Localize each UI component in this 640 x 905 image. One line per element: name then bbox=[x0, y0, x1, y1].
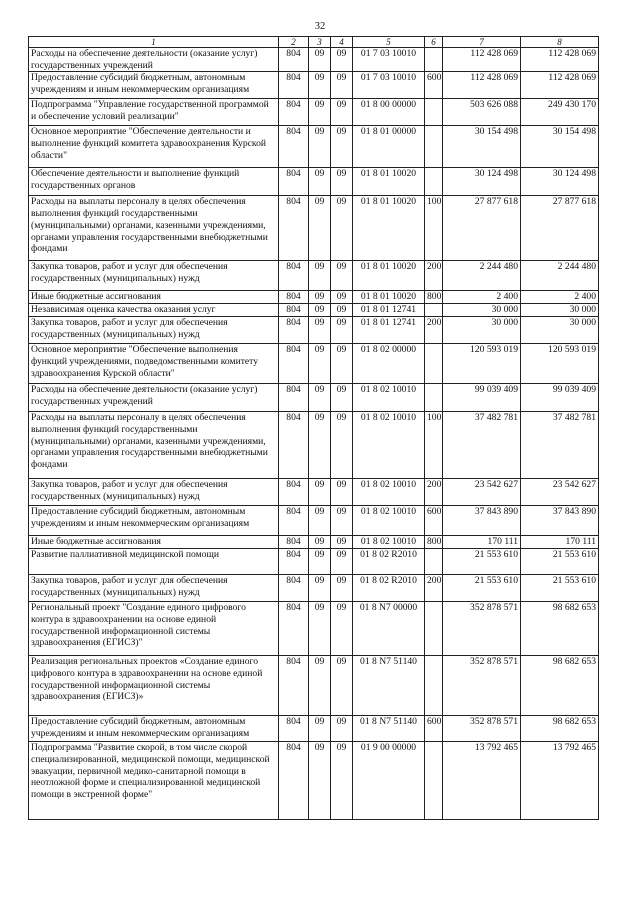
cell-section: 09 bbox=[309, 304, 331, 317]
cell-grbs: 804 bbox=[279, 261, 309, 291]
cell-target-article: 01 8 01 12741 bbox=[353, 317, 425, 344]
cell-amount-2: 13 792 465 bbox=[521, 742, 599, 820]
cell-subsection: 09 bbox=[331, 479, 353, 506]
cell-amount-2: 249 430 170 bbox=[521, 99, 599, 126]
cell-expense-type bbox=[425, 742, 443, 820]
cell-expense-type: 100 bbox=[425, 412, 443, 479]
table-row bbox=[29, 48, 599, 72]
cell-name: Региональный проект "Создание единого цифрового контура в здравоохранении на основе единой государственной информационной системы здравоохранения (ЕГИСЗ)" bbox=[29, 602, 279, 656]
cell-expense-type bbox=[425, 168, 443, 196]
table-row bbox=[29, 549, 599, 575]
cell-subsection: 09 bbox=[331, 317, 353, 344]
table-row bbox=[29, 575, 599, 602]
cell-target-article: 01 7 03 10010 bbox=[353, 48, 425, 72]
cell-grbs: 804 bbox=[279, 126, 309, 168]
cell-section: 09 bbox=[309, 126, 331, 168]
cell-section: 09 bbox=[309, 48, 331, 72]
cell-name: Обеспечение деятельности и выполнение функций государственных органов bbox=[29, 168, 279, 196]
cell-amount-2: 112 428 069 bbox=[521, 72, 599, 99]
cell-section: 09 bbox=[309, 536, 331, 549]
cell-target-article: 01 8 02 10010 bbox=[353, 412, 425, 479]
cell-section: 09 bbox=[309, 506, 331, 536]
cell-amount-2: 98 682 653 bbox=[521, 602, 599, 656]
cell-amount-1: 170 111 bbox=[443, 536, 521, 549]
table-row bbox=[29, 344, 599, 384]
cell-expense-type bbox=[425, 304, 443, 317]
cell-grbs: 804 bbox=[279, 317, 309, 344]
cell-amount-1: 13 792 465 bbox=[443, 742, 521, 820]
cell-amount-2: 2 400 bbox=[521, 291, 599, 304]
cell-expense-type: 800 bbox=[425, 291, 443, 304]
page-number: 32 bbox=[314, 21, 326, 32]
cell-grbs: 804 bbox=[279, 602, 309, 656]
cell-target-article: 01 8 02 10010 bbox=[353, 506, 425, 536]
cell-section: 09 bbox=[309, 716, 331, 742]
cell-amount-1: 112 428 069 bbox=[443, 48, 521, 72]
cell-amount-2: 21 553 610 bbox=[521, 549, 599, 575]
cell-subsection: 09 bbox=[331, 602, 353, 656]
cell-target-article: 01 8 N7 00000 bbox=[353, 602, 425, 656]
cell-amount-1: 2 400 bbox=[443, 291, 521, 304]
cell-section: 09 bbox=[309, 384, 331, 412]
cell-subsection: 09 bbox=[331, 48, 353, 72]
cell-amount-2: 98 682 653 bbox=[521, 716, 599, 742]
cell-section: 09 bbox=[309, 549, 331, 575]
table-row bbox=[29, 317, 599, 344]
cell-section: 09 bbox=[309, 261, 331, 291]
cell-target-article: 01 8 01 12741 bbox=[353, 304, 425, 317]
cell-subsection: 09 bbox=[331, 742, 353, 820]
cell-amount-2: 2 244 480 bbox=[521, 261, 599, 291]
cell-expense-type: 200 bbox=[425, 261, 443, 291]
cell-amount-2: 23 542 627 bbox=[521, 479, 599, 506]
cell-amount-2: 112 428 069 bbox=[521, 48, 599, 72]
table-row bbox=[29, 742, 599, 820]
cell-name: Закупка товаров, работ и услуг для обеспечения государственных (муниципальных) нужд bbox=[29, 317, 279, 344]
cell-subsection: 09 bbox=[331, 72, 353, 99]
cell-section: 09 bbox=[309, 196, 331, 261]
cell-subsection: 09 bbox=[331, 656, 353, 716]
cell-subsection: 09 bbox=[331, 196, 353, 261]
cell-subsection: 09 bbox=[331, 384, 353, 412]
cell-name: Подпрограмма "Управление государственной программой и обеспечение условий реализации" bbox=[29, 99, 279, 126]
table-row bbox=[29, 261, 599, 291]
cell-amount-2: 170 111 bbox=[521, 536, 599, 549]
cell-grbs: 804 bbox=[279, 412, 309, 479]
cell-amount-2: 30 000 bbox=[521, 317, 599, 344]
cell-grbs: 804 bbox=[279, 716, 309, 742]
table-row bbox=[29, 72, 599, 99]
table-row bbox=[29, 602, 599, 656]
cell-target-article: 01 8 01 10020 bbox=[353, 168, 425, 196]
column-header-amount-1: 7 bbox=[443, 37, 521, 48]
cell-section: 09 bbox=[309, 479, 331, 506]
cell-section: 09 bbox=[309, 168, 331, 196]
column-header-name: 1 bbox=[29, 37, 279, 48]
cell-grbs: 804 bbox=[279, 48, 309, 72]
cell-name: Предоставление субсидий бюджетным, автономным учреждениям и иным некоммерческим организациям bbox=[29, 72, 279, 99]
table-row bbox=[29, 126, 599, 168]
table-row bbox=[29, 412, 599, 479]
cell-grbs: 804 bbox=[279, 536, 309, 549]
cell-amount-1: 21 553 610 bbox=[443, 575, 521, 602]
cell-grbs: 804 bbox=[279, 549, 309, 575]
cell-section: 09 bbox=[309, 656, 331, 716]
cell-expense-type: 600 bbox=[425, 716, 443, 742]
cell-name: Основное мероприятие "Обеспечение деятельности и выполнение функций комитета здравоохранения Курской области" bbox=[29, 126, 279, 168]
cell-amount-1: 352 878 571 bbox=[443, 656, 521, 716]
cell-grbs: 804 bbox=[279, 72, 309, 99]
cell-name: Закупка товаров, работ и услуг для обеспечения государственных (муниципальных) нужд bbox=[29, 575, 279, 602]
cell-grbs: 804 bbox=[279, 99, 309, 126]
cell-grbs: 804 bbox=[279, 506, 309, 536]
cell-expense-type: 600 bbox=[425, 72, 443, 99]
column-header-subsection: 4 bbox=[331, 37, 353, 48]
table-row bbox=[29, 656, 599, 716]
cell-section: 09 bbox=[309, 99, 331, 126]
table-row bbox=[29, 168, 599, 196]
cell-target-article: 01 8 00 00000 bbox=[353, 99, 425, 126]
cell-grbs: 804 bbox=[279, 742, 309, 820]
cell-name: Иные бюджетные ассигнования bbox=[29, 536, 279, 549]
cell-amount-2: 30 124 498 bbox=[521, 168, 599, 196]
cell-name: Независимая оценка качества оказания услуг bbox=[29, 304, 279, 317]
table-header-row bbox=[29, 37, 599, 48]
cell-amount-1: 37 482 781 bbox=[443, 412, 521, 479]
cell-name: Расходы на обеспечение деятельности (оказание услуг) государственных учреждений bbox=[29, 384, 279, 412]
cell-amount-2: 99 039 409 bbox=[521, 384, 599, 412]
cell-expense-type: 800 bbox=[425, 536, 443, 549]
cell-grbs: 804 bbox=[279, 479, 309, 506]
cell-name: Расходы на выплаты персоналу в целях обеспечения выполнения функций государственными (муниципальными) органами, казенными учреждениями, органами управления государственными внебюджетными фондами bbox=[29, 412, 279, 479]
cell-amount-1: 99 039 409 bbox=[443, 384, 521, 412]
cell-name: Закупка товаров, работ и услуг для обеспечения государственных (муниципальных) нужд bbox=[29, 479, 279, 506]
cell-target-article: 01 8 01 10020 bbox=[353, 261, 425, 291]
cell-expense-type: 100 bbox=[425, 196, 443, 261]
cell-expense-type bbox=[425, 549, 443, 575]
cell-target-article: 01 8 02 R2010 bbox=[353, 549, 425, 575]
cell-expense-type bbox=[425, 48, 443, 72]
cell-expense-type: 600 bbox=[425, 506, 443, 536]
cell-subsection: 09 bbox=[331, 344, 353, 384]
table-row bbox=[29, 479, 599, 506]
cell-subsection: 09 bbox=[331, 716, 353, 742]
cell-amount-1: 23 542 627 bbox=[443, 479, 521, 506]
cell-target-article: 01 8 N7 51140 bbox=[353, 716, 425, 742]
cell-name: Закупка товаров, работ и услуг для обеспечения государственных (муниципальных) нужд bbox=[29, 261, 279, 291]
cell-target-article: 01 8 02 10010 bbox=[353, 479, 425, 506]
column-header-amount-2: 8 bbox=[521, 37, 599, 48]
column-header-grbs: 2 bbox=[279, 37, 309, 48]
table-row bbox=[29, 196, 599, 261]
cell-expense-type bbox=[425, 602, 443, 656]
cell-target-article: 01 7 03 10010 bbox=[353, 72, 425, 99]
cell-subsection: 09 bbox=[331, 291, 353, 304]
cell-name: Реализация региональных проектов «Создание единого цифрового контура в здравоохранении на основе единой государственной информационной системы здравоохранения (ЕГИСЗ)» bbox=[29, 656, 279, 716]
cell-subsection: 09 bbox=[331, 126, 353, 168]
cell-subsection: 09 bbox=[331, 536, 353, 549]
cell-grbs: 804 bbox=[279, 291, 309, 304]
cell-grbs: 804 bbox=[279, 575, 309, 602]
cell-amount-1: 21 553 610 bbox=[443, 549, 521, 575]
cell-grbs: 804 bbox=[279, 196, 309, 261]
cell-section: 09 bbox=[309, 602, 331, 656]
cell-section: 09 bbox=[309, 575, 331, 602]
cell-amount-1: 352 878 571 bbox=[443, 602, 521, 656]
cell-expense-type bbox=[425, 384, 443, 412]
cell-amount-2: 37 482 781 bbox=[521, 412, 599, 479]
cell-section: 09 bbox=[309, 291, 331, 304]
cell-section: 09 bbox=[309, 317, 331, 344]
cell-amount-2: 30 000 bbox=[521, 304, 599, 317]
table-row bbox=[29, 291, 599, 304]
cell-subsection: 09 bbox=[331, 575, 353, 602]
cell-amount-2: 37 843 890 bbox=[521, 506, 599, 536]
cell-name: Основное мероприятие "Обеспечение выполнения функций учреждениями, подведомственными комитету здравоохранения Курской области" bbox=[29, 344, 279, 384]
cell-expense-type bbox=[425, 656, 443, 716]
table-row bbox=[29, 506, 599, 536]
cell-amount-2: 27 877 618 bbox=[521, 196, 599, 261]
cell-name: Расходы на выплаты персоналу в целях обеспечения выполнения функций государственными (муниципальными) органами, казенными учреждениями, органами управления государственными внебюджетными фондами bbox=[29, 196, 279, 261]
column-header-target-article: 5 bbox=[353, 37, 425, 48]
cell-amount-1: 30 154 498 bbox=[443, 126, 521, 168]
cell-grbs: 804 bbox=[279, 344, 309, 384]
cell-name: Развитие паллиативной медицинской помощи bbox=[29, 549, 279, 575]
cell-name: Подпрограмма "Развитие скорой, в том числе скорой специализированной, медицинской помощи, медицинской эвакуации, первичной медико-санитарной помощи в неотложной форме и специализированной медицинской помощи в экстренной форме" bbox=[29, 742, 279, 820]
cell-target-article: 01 8 02 10010 bbox=[353, 384, 425, 412]
cell-amount-2: 98 682 653 bbox=[521, 656, 599, 716]
cell-name: Иные бюджетные ассигнования bbox=[29, 291, 279, 304]
cell-amount-1: 30 000 bbox=[443, 317, 521, 344]
cell-target-article: 01 9 00 00000 bbox=[353, 742, 425, 820]
cell-target-article: 01 8 02 00000 bbox=[353, 344, 425, 384]
cell-target-article: 01 8 01 00000 bbox=[353, 126, 425, 168]
cell-section: 09 bbox=[309, 412, 331, 479]
cell-amount-1: 30 000 bbox=[443, 304, 521, 317]
cell-section: 09 bbox=[309, 742, 331, 820]
cell-amount-1: 120 593 019 bbox=[443, 344, 521, 384]
cell-amount-1: 503 626 088 bbox=[443, 99, 521, 126]
cell-target-article: 01 8 02 R2010 bbox=[353, 575, 425, 602]
cell-grbs: 804 bbox=[279, 384, 309, 412]
cell-grbs: 804 bbox=[279, 656, 309, 716]
cell-subsection: 09 bbox=[331, 506, 353, 536]
cell-expense-type: 200 bbox=[425, 317, 443, 344]
column-header-section: 3 bbox=[309, 37, 331, 48]
cell-subsection: 09 bbox=[331, 168, 353, 196]
table-body bbox=[29, 48, 599, 820]
cell-target-article: 01 8 01 10020 bbox=[353, 196, 425, 261]
cell-name: Предоставление субсидий бюджетным, автономным учреждениям и иным некоммерческим организациям bbox=[29, 506, 279, 536]
table-row bbox=[29, 99, 599, 126]
table-row bbox=[29, 384, 599, 412]
cell-subsection: 09 bbox=[331, 549, 353, 575]
cell-expense-type bbox=[425, 126, 443, 168]
cell-amount-2: 21 553 610 bbox=[521, 575, 599, 602]
cell-amount-1: 352 878 571 bbox=[443, 716, 521, 742]
cell-amount-2: 120 593 019 bbox=[521, 344, 599, 384]
cell-amount-1: 30 124 498 bbox=[443, 168, 521, 196]
cell-expense-type: 200 bbox=[425, 575, 443, 602]
cell-expense-type: 200 bbox=[425, 479, 443, 506]
cell-amount-1: 37 843 890 bbox=[443, 506, 521, 536]
table-row bbox=[29, 536, 599, 549]
cell-subsection: 09 bbox=[331, 304, 353, 317]
column-header-expense-type: 6 bbox=[425, 37, 443, 48]
cell-subsection: 09 bbox=[331, 412, 353, 479]
cell-target-article: 01 8 02 10010 bbox=[353, 536, 425, 549]
table-row bbox=[29, 304, 599, 317]
table-row bbox=[29, 716, 599, 742]
cell-amount-1: 2 244 480 bbox=[443, 261, 521, 291]
cell-subsection: 09 bbox=[331, 99, 353, 126]
cell-target-article: 01 8 01 10020 bbox=[353, 291, 425, 304]
budget-table bbox=[28, 36, 599, 820]
cell-amount-1: 27 877 618 bbox=[443, 196, 521, 261]
cell-amount-1: 112 428 069 bbox=[443, 72, 521, 99]
cell-expense-type bbox=[425, 99, 443, 126]
cell-target-article: 01 8 N7 51140 bbox=[353, 656, 425, 716]
cell-name: Расходы на обеспечение деятельности (оказание услуг) государственных учреждений bbox=[29, 48, 279, 72]
cell-grbs: 804 bbox=[279, 304, 309, 317]
cell-grbs: 804 bbox=[279, 168, 309, 196]
cell-name: Предоставление субсидий бюджетным, автономным учреждениям и иным некоммерческим организациям bbox=[29, 716, 279, 742]
cell-expense-type bbox=[425, 344, 443, 384]
cell-amount-2: 30 154 498 bbox=[521, 126, 599, 168]
cell-section: 09 bbox=[309, 72, 331, 99]
cell-subsection: 09 bbox=[331, 261, 353, 291]
cell-section: 09 bbox=[309, 344, 331, 384]
